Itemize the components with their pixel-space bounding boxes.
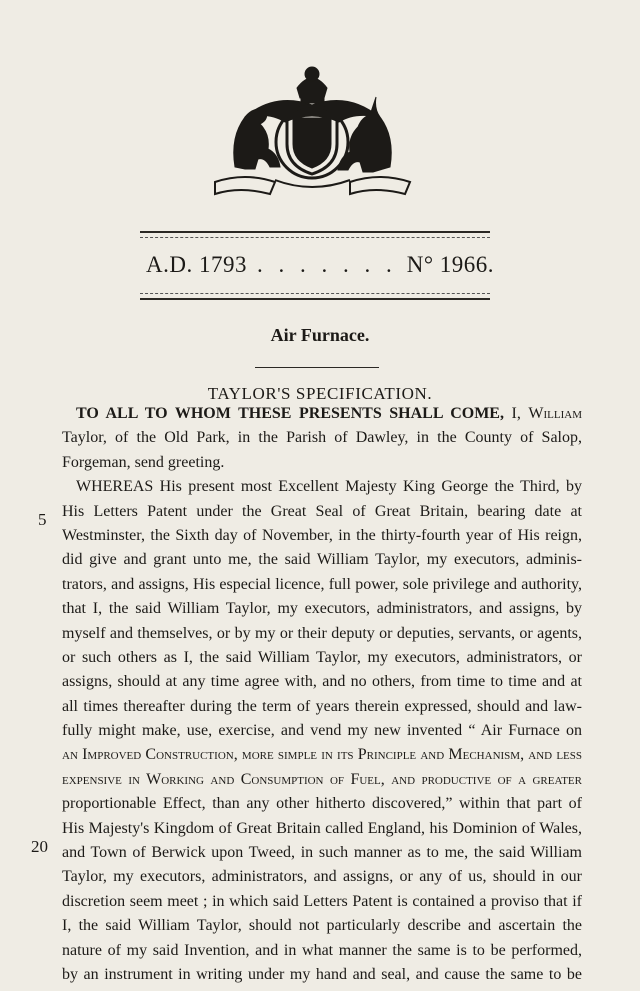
heading-rule: [140, 293, 490, 300]
page-title: Air Furnace.: [270, 325, 370, 345]
text-line: His Letters Patent under the Great Seal of Great Britain, bearing date at: [62, 502, 582, 520]
text-line: proportionable Effect, than any other hitherto discovered,” within that part of: [62, 795, 582, 813]
text-line: fully might make, use, exercise, and vend my new invented “ Air Furnace on: [62, 722, 582, 740]
text-line: by an instrument in writing under my hand and seal, and cause the same to be: [62, 965, 582, 983]
patent-number: N° 1966.: [406, 252, 495, 277]
text-line: His Majesty's Kingdom of Great Britain called England, his Dominion of Wales,: [62, 819, 582, 837]
text-line: Taylor, my executors, administrators, and assigns, or any of us, should in our: [62, 868, 582, 886]
specification-body: [62, 402, 582, 987]
text-line: I, the said William Taylor, should not particularly describe and ascertain the: [62, 917, 582, 935]
patent-heading: [0, 252, 640, 278]
text-line: WHEREAS His present most Excellent Majesty King George the Third, by: [76, 478, 582, 496]
text-line: TO ALL TO WHOM THESE PRESENTS SHALL COME, I, William: [76, 405, 582, 422]
text-line: did give and grant unto me, the said William Taylor, my executors, adminis-: [62, 551, 582, 569]
text-line: that I, the said William Taylor, my executors, administrators, and assigns, by: [62, 600, 582, 618]
opening-phrase: TO ALL TO WHOM THESE PRESENTS SHALL COME,: [76, 405, 504, 422]
text-line: an Improved Construction, more simple in its Principle and Mechanism, and less: [62, 746, 582, 764]
mark: [59, 127, 63, 143]
text-line: myself and themselves, or by my or their deputy or deputies, servants, or agents,: [62, 624, 582, 642]
text-line: assigns, should at any time agree with, and no others, from time to time and at: [62, 673, 582, 691]
text-line: all times thereafter during the term of years therein expressed, should and law-: [62, 697, 582, 715]
text-line: or such others as I, the said William Taylor, my executors, administrators, or: [62, 648, 582, 666]
name-smallcaps: William: [528, 405, 582, 422]
top-rule: [140, 231, 490, 238]
text-line: and Town of Berwick upon Tweed, in such manner as to me, the said William: [62, 844, 582, 862]
text-line: expensive in Working and Consumption of Fuel, and productive of a greater: [62, 770, 582, 788]
margin-line-number: 20: [31, 837, 48, 856]
text-line: trators, and assigns, His especial licence, full power, sole privilege and authority,: [62, 575, 582, 593]
text-line: nature of my said Invention, and in what manner the same is to be performed,: [62, 941, 582, 959]
royal-coat-of-arms-icon: [205, 62, 420, 202]
year-label: A.D. 1793: [145, 252, 247, 277]
text-line: Forgeman, send greeting.: [62, 453, 225, 471]
margin-line-number: 5: [38, 510, 47, 529]
title-rule: [255, 367, 379, 368]
text-line: discretion seem meet ; in which said Letters Patent is contained a proviso that if: [62, 892, 582, 910]
heading-dots: . . . . . . .: [256, 252, 397, 277]
specification-heading: TAYLOR'S SPECIFICATION.: [207, 384, 433, 403]
text-line: Taylor, of the Old Park, in the Parish of Dawley, in the County of Salop,: [62, 429, 582, 447]
text-line: Westminster, the Sixth day of November, in the thirty-fourth year of His reign,: [62, 526, 582, 544]
